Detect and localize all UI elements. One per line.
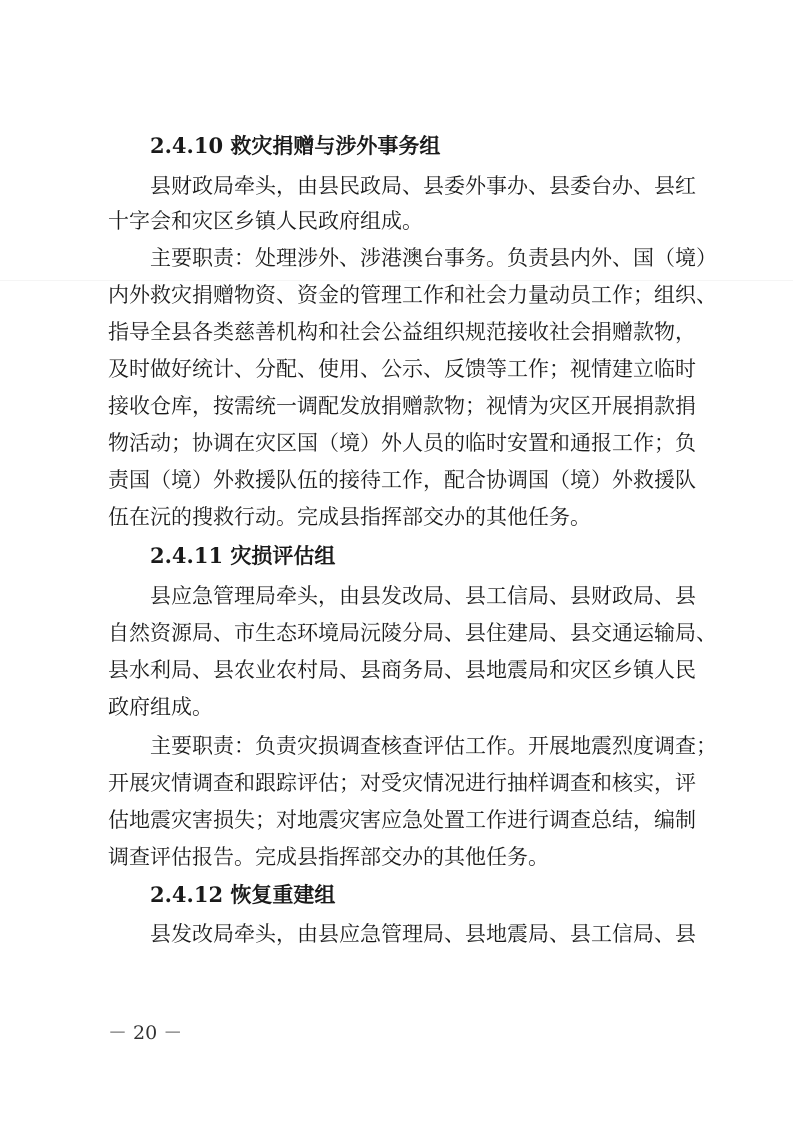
paragraph-line: 政府组成。 (108, 695, 213, 719)
paragraph-line: 县财政局牵头，由县民政局、县委外事办、县委台办、县红 (150, 174, 696, 198)
paragraph-line: 伍在沅的搜救行动。完成县指挥部交办的其他任务。 (108, 505, 591, 529)
paragraph-line: 物活动；协调在灾区国（境）外人员的临时安置和通报工作；负 (108, 431, 696, 455)
paragraph-line: 接收仓库，按需统一调配发放捐赠款物；视情为灾区开展捐款捐 (108, 394, 696, 418)
page-number: － 20 － (108, 1022, 183, 1044)
paragraph-line: 县水利局、县农业农村局、县商务局、县地震局和灾区乡镇人民 (108, 658, 696, 682)
paragraph-line: 主要职责：处理涉外、涉港澳台事务。负责县内外、国（境） (150, 246, 717, 270)
paragraph-line: 调查评估报告。完成县指挥部交办的其他任务。 (108, 845, 549, 869)
paragraph-line: 县发改局牵头，由县应急管理局、县地震局、县工信局、县 (150, 922, 696, 946)
paragraph-line: 估地震灾害损失；对地震灾害应急处置工作进行调查总结，编制 (108, 808, 696, 832)
paragraph-line: 及时做好统计、分配、使用、公示、反馈等工作；视情建立临时 (108, 357, 696, 381)
section-heading-2-4-11: 2.4.11 灾损评估组 (150, 543, 336, 568)
paragraph-line: 责国（境）外救援队伍的接待工作，配合协调国（境）外救援队 (108, 468, 696, 492)
scan-artifact-line (0, 280, 793, 281)
paragraph-line: 开展灾情调查和跟踪评估；对受灾情况进行抽样调查和核实，评 (108, 771, 696, 795)
paragraph-line: 自然资源局、市生态环境局沅陵分局、县住建局、县交通运输局、 (108, 621, 717, 645)
paragraph-line: 主要职责：负责灾损调查核查评估工作。开展地震烈度调查； (150, 734, 717, 758)
paragraph-line: 指导全县各类慈善机构和社会公益组织规范接收社会捐赠款物， (108, 320, 696, 344)
section-heading-2-4-12: 2.4.12 恢复重建组 (150, 882, 336, 907)
paragraph-line: 内外救灾捐赠物资、资金的管理工作和社会力量动员工作；组织、 (108, 283, 717, 307)
paragraph-line: 十字会和灾区乡镇人民政府组成。 (108, 209, 423, 233)
section-heading-2-4-10: 2.4.10 救灾捐赠与涉外事务组 (150, 133, 441, 158)
paragraph-line: 县应急管理局牵头，由县发改局、县工信局、县财政局、县 (150, 584, 696, 608)
